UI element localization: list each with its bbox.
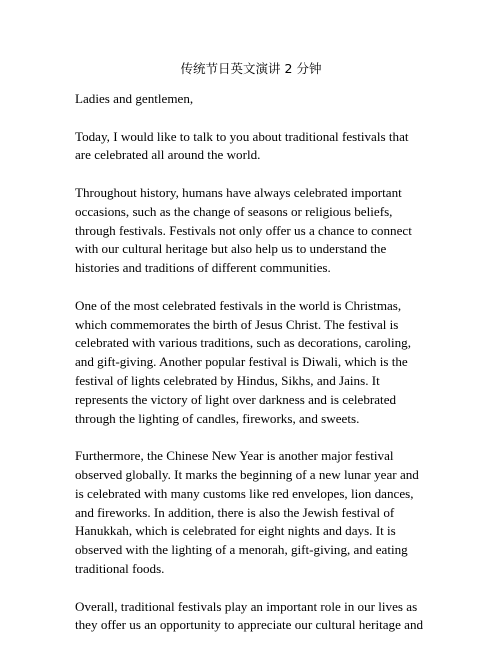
document-title: 传统节日英文演讲 2 分钟 — [180, 61, 322, 76]
text-line: festival of lights celebrated by Hindus, Sikhs, and Jains. It — [75, 372, 380, 388]
text-line: occasions, such as the change of seasons or religious beliefs, — [75, 203, 393, 219]
text-line: observed with the lighting of a menorah, gift-giving, and eating — [75, 542, 408, 558]
paragraph-greeting — [75, 90, 427, 109]
text-line: Throughout history, humans have always celebrated important — [75, 184, 402, 200]
text-line: which commemorates the birth of Jesus Christ. The festival is — [75, 316, 399, 332]
text-line: through festivals. Festivals not only offer us a chance to connect — [75, 222, 412, 238]
text-line: traditional foods. — [75, 560, 165, 576]
document-body — [75, 90, 427, 654]
text-line: observed globally. It marks the beginning of a new lunar year and — [75, 466, 419, 482]
text-line: Today, I would like to talk to you about traditional festivals that — [75, 128, 409, 144]
paragraph-history — [75, 184, 427, 278]
paragraph-intro — [75, 128, 427, 166]
text-line: One of the most celebrated festivals in the world is Christmas, — [75, 297, 402, 313]
text-line: histories and traditions of different communities. — [75, 260, 331, 276]
text-line: through the lighting of candles, fireworks, and sweets. — [75, 410, 360, 426]
text-line: represents the victory of light over darkness and is celebrated — [75, 391, 397, 407]
paragraph-conclusion — [75, 598, 427, 636]
text-line: Hanukkah, which is celebrated for eight nights and days. It is — [75, 523, 396, 539]
text-line: and fireworks. In addition, there is also the Jewish festival of — [75, 504, 395, 520]
text-line: with our cultural heritage but also help us to understand the — [75, 241, 387, 257]
text-line: Overall, traditional festivals play an important role in our lives as — [75, 598, 418, 614]
text-line: are celebrated all around the world. — [75, 147, 261, 163]
text-line: Ladies and gentlemen, — [75, 91, 194, 106]
paragraph-new-year-hanukkah — [75, 447, 427, 579]
text-line: they offer us an opportunity to appreciate our cultural heritage and — [75, 617, 424, 633]
paragraph-christmas-diwali — [75, 297, 427, 429]
text-line: is celebrated with many customs like red envelopes, lion dances, — [75, 485, 414, 501]
text-line: celebrated with various traditions, such as decorations, caroling, — [75, 335, 411, 351]
text-line: and gift-giving. Another popular festival is Diwali, which is the — [75, 354, 408, 370]
text-line: Furthermore, the Chinese New Year is another major festival — [75, 448, 394, 464]
